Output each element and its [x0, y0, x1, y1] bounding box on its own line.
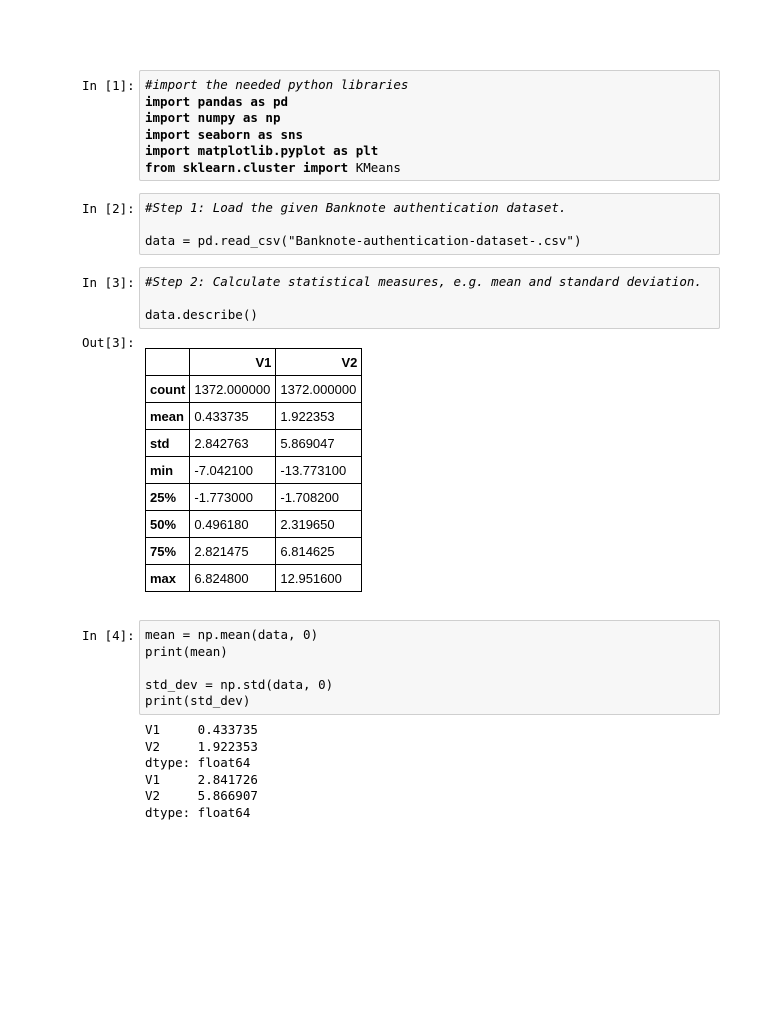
column-header-v1: V1 [190, 349, 276, 376]
table-cell: 0.433735 [190, 403, 276, 430]
code-text: KMeans [348, 159, 401, 175]
row-label: 25% [146, 484, 190, 511]
table-cell: 6.814625 [276, 538, 362, 565]
output-prompt: Out[3]: [82, 335, 135, 350]
table-row [146, 403, 362, 430]
table-cell: -1.773000 [190, 484, 276, 511]
output-line: V1 0.433735 [145, 722, 258, 737]
code-line: std_dev = np.std(data, 0) [145, 676, 334, 692]
row-label: min [146, 457, 190, 484]
code-line: #import the needed python libraries [145, 77, 409, 92]
column-header-v2: V2 [276, 349, 362, 376]
table-cell: 5.869047 [276, 430, 362, 457]
row-label: std [146, 430, 190, 457]
code-editor[interactable] [139, 70, 720, 181]
code-text: pd [265, 93, 289, 109]
table-row [146, 430, 362, 457]
table-cell: 1372.000000 [190, 376, 276, 403]
keyword: import [145, 126, 191, 142]
keyword: as [333, 143, 349, 159]
index-header [146, 349, 190, 376]
code-line [145, 660, 714, 677]
output-line: dtype: float64 [145, 755, 251, 771]
code-line: print(std_dev) [145, 693, 251, 709]
table-cell: 1372.000000 [276, 376, 362, 403]
code-line: #Step 2: Calculate statistical measures, e.g. mean and standard deviation. [145, 274, 702, 289]
code-text: sns [272, 126, 304, 142]
code-line: mean = np.mean(data, 0) [145, 627, 319, 642]
table-row [146, 457, 362, 484]
table-row [146, 484, 362, 511]
table-cell: 0.496180 [190, 511, 276, 538]
row-label: 75% [146, 538, 190, 565]
input-prompt: In [3]: [82, 275, 135, 290]
input-prompt: In [2]: [82, 201, 135, 216]
keyword: as [250, 93, 266, 109]
row-label: 50% [146, 511, 190, 538]
keyword: import [145, 110, 191, 126]
table-cell: 2.821475 [190, 538, 276, 565]
keyword: as [242, 110, 258, 126]
row-label: mean [146, 403, 190, 430]
code-line: data = pd.read_csv("Banknote-authentication-dataset-.csv") [145, 233, 582, 249]
table-cell: -1.708200 [276, 484, 362, 511]
row-label: max [146, 565, 190, 592]
table-cell: 2.319650 [276, 511, 362, 538]
code-line [145, 127, 714, 144]
code-text: sklearn.cluster [175, 159, 304, 175]
code-text: pandas [190, 93, 251, 109]
keyword: as [257, 126, 273, 142]
code-line [145, 291, 714, 308]
table-header-row [146, 349, 362, 376]
output-line: V2 1.922353 [145, 738, 258, 754]
keyword: import [303, 159, 349, 175]
input-prompt: In [1]: [82, 78, 135, 93]
code-line: data.describe() [145, 307, 258, 323]
code-editor[interactable] [139, 267, 720, 329]
table-cell: 6.824800 [190, 565, 276, 592]
table-row [146, 511, 362, 538]
output-line: V2 5.866907 [145, 788, 258, 804]
keyword: import [145, 143, 191, 159]
code-editor[interactable] [139, 193, 720, 255]
table-row [146, 538, 362, 565]
stdout-output [145, 722, 258, 822]
table-cell: 2.842763 [190, 430, 276, 457]
output-line: dtype: float64 [145, 804, 251, 820]
describe-table [145, 348, 362, 592]
code-line [145, 94, 714, 111]
keyword: from [145, 159, 176, 175]
table-cell: 12.951600 [276, 565, 362, 592]
code-editor[interactable] [139, 620, 720, 715]
table-row [146, 565, 362, 592]
code-line [145, 160, 714, 177]
code-line [145, 110, 714, 127]
table-row [146, 376, 362, 403]
code-text: numpy [190, 110, 243, 126]
code-line [145, 143, 714, 160]
keyword: import [145, 93, 191, 109]
code-text: np [257, 110, 281, 126]
input-prompt: In [4]: [82, 628, 135, 643]
code-line: print(mean) [145, 643, 228, 659]
code-line: #Step 1: Load the given Banknote authentication dataset. [145, 200, 567, 215]
code-text: matplotlib.pyplot [190, 143, 334, 159]
code-text: seaborn [190, 126, 258, 142]
output-line: V1 2.841726 [145, 771, 258, 787]
code-line [145, 217, 714, 234]
row-label: count [146, 376, 190, 403]
table-cell: -7.042100 [190, 457, 276, 484]
code-text: plt [348, 143, 379, 159]
table-cell: 1.922353 [276, 403, 362, 430]
table-cell: -13.773100 [276, 457, 362, 484]
